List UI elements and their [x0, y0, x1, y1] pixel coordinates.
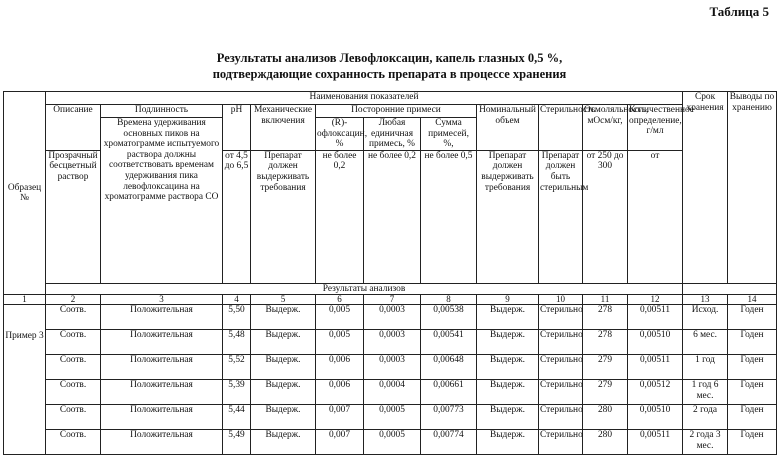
- table-row: [4, 355, 777, 380]
- spec-ph: от 4,5 до 6,5: [223, 150, 251, 283]
- cell-quantity: 0,00510: [628, 330, 683, 355]
- cell-sterility: Стерильно: [539, 330, 583, 355]
- col-number: 8: [421, 295, 477, 305]
- col-number: 2: [46, 295, 101, 305]
- header-results-blank: [683, 283, 777, 295]
- spec-quantity: от: [628, 150, 683, 283]
- col-number: 7: [364, 295, 421, 305]
- cell-ph: 5,44: [223, 405, 251, 430]
- cell-ph: 5,52: [223, 355, 251, 380]
- cell-ph: 5,49: [223, 430, 251, 455]
- cell-description: Соотв.: [46, 355, 101, 380]
- cell-quantity: 0,00511: [628, 355, 683, 380]
- col-number: 9: [477, 295, 539, 305]
- cell-nominal: Выдерж.: [477, 380, 539, 405]
- cell-r-oflox: 0,006: [316, 355, 364, 380]
- cell-r-oflox: 0,006: [316, 380, 364, 405]
- spec-r-oflox: не более 0,2: [316, 150, 364, 283]
- cell-mech: Выдерж.: [251, 305, 316, 330]
- col-number: 3: [101, 295, 223, 305]
- cell-single-imp: 0,0003: [364, 305, 421, 330]
- cell-description: Соотв.: [46, 380, 101, 405]
- col-number: 12: [628, 295, 683, 305]
- table-row: [4, 430, 777, 455]
- cell-sum-imp: 0,00661: [421, 380, 477, 405]
- cell-description: Соотв.: [46, 330, 101, 355]
- spec-nominal: Препарат должен выдерживать требования: [477, 150, 539, 283]
- cell-sterility: Стерильно: [539, 430, 583, 455]
- cell-mech: Выдерж.: [251, 430, 316, 455]
- header-r-oflox: (R)-офлоксацин, %: [317, 118, 368, 150]
- header-sample: Образец №: [4, 92, 46, 295]
- cell-nominal: Выдерж.: [477, 430, 539, 455]
- cell-description: Соотв.: [46, 405, 101, 430]
- cell-term: Исход.: [683, 305, 728, 330]
- cell-ph: 5,48: [223, 330, 251, 355]
- header-sterility: Стерильность: [539, 105, 583, 151]
- cell-term: 1 год 6 мес.: [683, 380, 728, 405]
- header-term: Срок хранения: [683, 92, 728, 284]
- spec-mech: Препарат должен выдерживать требования: [251, 150, 316, 283]
- cell-term: 2 года: [683, 405, 728, 430]
- column-numbers-row: [4, 295, 777, 305]
- cell-quantity: 0,00511: [628, 305, 683, 330]
- spec-sum-imp: не более 0,5: [421, 150, 477, 283]
- cell-ph: 5,50: [223, 305, 251, 330]
- cell-ph: 5,39: [223, 380, 251, 405]
- cell-term: 2 года 3 мес.: [683, 430, 728, 455]
- cell-quantity: 0,00510: [628, 405, 683, 430]
- cell-description: Соотв.: [46, 305, 101, 330]
- cell-osmolality: 279: [583, 380, 628, 405]
- header-conclusions: Выводы по хранению: [728, 92, 777, 284]
- spec-single-imp: не более 0,2: [364, 150, 421, 283]
- sample-name: Пример 3: [4, 305, 46, 455]
- title-line-1: Результаты анализов Левофлоксацин, капель глазных 0,5 %,: [216, 51, 563, 65]
- header-osmolality: Осмоляльность, мОсм/кг,: [583, 105, 628, 151]
- cell-mech: Выдерж.: [251, 380, 316, 405]
- cell-sum-imp: 0,00774: [421, 430, 477, 455]
- cell-conclusion: Годен: [728, 380, 777, 405]
- cell-nominal: Выдерж.: [477, 355, 539, 380]
- cell-conclusion: Годен: [728, 430, 777, 455]
- header-quantity: Количественное определение, г/мл: [628, 105, 683, 151]
- table-row: [4, 405, 777, 430]
- cell-r-oflox: 0,007: [316, 405, 364, 430]
- spec-osmolality: от 250 до 300: [583, 150, 628, 283]
- cell-identity: Положительная: [101, 380, 223, 405]
- header-mech: Механические включения: [251, 105, 316, 151]
- header-indicators: Наименования показателей: [46, 92, 683, 105]
- col-number: 6: [316, 295, 364, 305]
- cell-sterility: Стерильно: [539, 405, 583, 430]
- cell-sterility: Стерильно: [539, 305, 583, 330]
- spec-description: Прозрачный бесцветный раствор: [46, 150, 101, 283]
- header-single-imp: Любая единичная примесь, %: [364, 118, 421, 151]
- cell-conclusion: Годен: [728, 405, 777, 430]
- cell-r-oflox: 0,005: [316, 305, 364, 330]
- results-table: [3, 91, 777, 455]
- cell-description: Соотв.: [46, 430, 101, 455]
- col-number: 10: [539, 295, 583, 305]
- cell-conclusion: Годен: [728, 305, 777, 330]
- cell-identity: Положительная: [101, 330, 223, 355]
- cell-single-imp: 0,0004: [364, 380, 421, 405]
- header-description: Описание: [46, 105, 101, 151]
- cell-conclusion: Годен: [728, 330, 777, 355]
- spec-identity: Времена удерживания основных пиков на хроматограмме испытуемого раствора должны соответствовать временам удерживания пика левофлоксацина на хроматограмме раствора СО: [101, 118, 223, 284]
- cell-quantity: 0,00512: [628, 380, 683, 405]
- cell-sum-imp: 0,00773: [421, 405, 477, 430]
- header-identity: Подлинность: [101, 105, 223, 118]
- cell-nominal: Выдерж.: [477, 305, 539, 330]
- cell-single-imp: 0,0003: [364, 330, 421, 355]
- col-number: 11: [583, 295, 628, 305]
- cell-nominal: Выдерж.: [477, 405, 539, 430]
- spec-sterility: Препарат должен быть стерильным: [539, 150, 583, 283]
- table-row: [4, 380, 777, 405]
- header-ph: pH: [223, 105, 251, 151]
- header-nominal: Номинальный объем: [477, 105, 539, 151]
- cell-osmolality: 278: [583, 305, 628, 330]
- cell-sum-imp: 0,00538: [421, 305, 477, 330]
- cell-single-imp: 0,0005: [364, 405, 421, 430]
- cell-single-imp: 0,0005: [364, 430, 421, 455]
- cell-osmolality: 278: [583, 330, 628, 355]
- cell-osmolality: 280: [583, 430, 628, 455]
- table-row: [4, 305, 777, 330]
- cell-nominal: Выдерж.: [477, 330, 539, 355]
- cell-mech: Выдерж.: [251, 355, 316, 380]
- cell-sum-imp: 0,00541: [421, 330, 477, 355]
- cell-mech: Выдерж.: [251, 330, 316, 355]
- table-title: [0, 50, 779, 82]
- cell-sterility: Стерильно: [539, 380, 583, 405]
- header-impurities: Посторонние примеси: [316, 105, 477, 118]
- cell-osmolality: 279: [583, 355, 628, 380]
- header-results: Результаты анализов: [46, 283, 683, 295]
- table-row: [4, 330, 777, 355]
- col-number: 13: [683, 295, 728, 305]
- cell-r-oflox: 0,005: [316, 330, 364, 355]
- table-label: Таблица 5: [709, 4, 769, 19]
- cell-term: 1 год: [683, 355, 728, 380]
- cell-single-imp: 0,0003: [364, 355, 421, 380]
- col-number: 1: [4, 295, 46, 305]
- cell-term: 6 мес.: [683, 330, 728, 355]
- cell-identity: Положительная: [101, 305, 223, 330]
- cell-osmolality: 280: [583, 405, 628, 430]
- title-line-2: подтверждающие сохранность препарата в процессе хранения: [212, 67, 567, 81]
- cell-sum-imp: 0,00648: [421, 355, 477, 380]
- header-sum-imp: Сумма примесей, %,: [421, 118, 477, 151]
- cell-identity: Положительная: [101, 355, 223, 380]
- cell-identity: Положительная: [101, 405, 223, 430]
- cell-quantity: 0,00511: [628, 430, 683, 455]
- cell-conclusion: Годен: [728, 355, 777, 380]
- col-number: 4: [223, 295, 251, 305]
- cell-sterility: Стерильно: [539, 355, 583, 380]
- cell-mech: Выдерж.: [251, 405, 316, 430]
- cell-identity: Положительная: [101, 430, 223, 455]
- col-number: 5: [251, 295, 316, 305]
- col-number: 14: [728, 295, 777, 305]
- cell-r-oflox: 0,007: [316, 430, 364, 455]
